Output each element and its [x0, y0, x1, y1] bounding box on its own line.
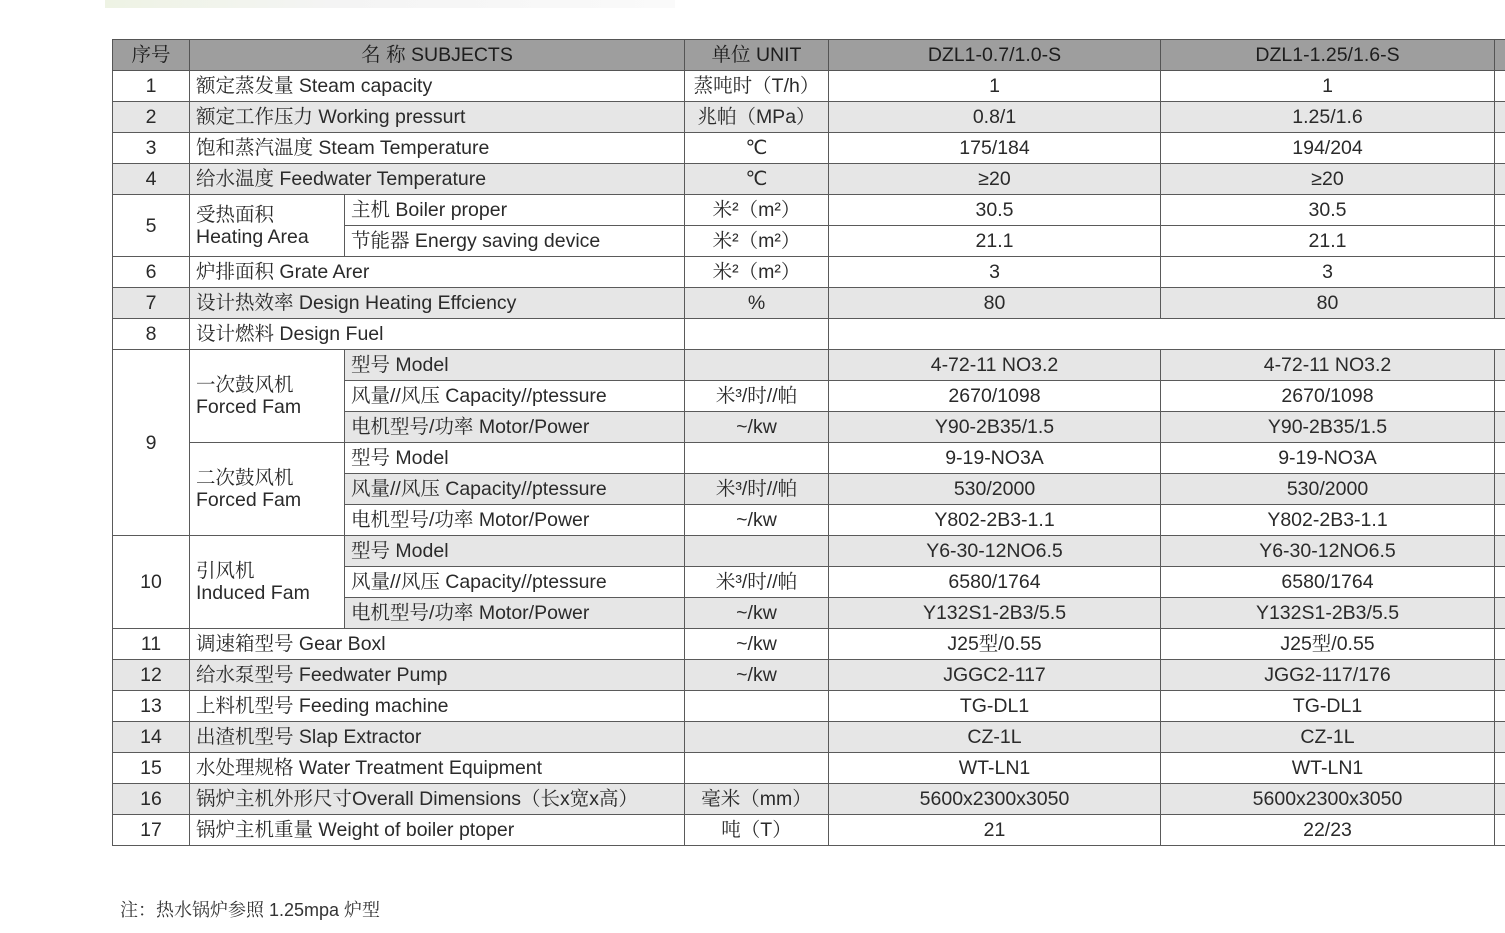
- row-extra: [1495, 257, 1505, 288]
- row-value-b: TG-DL1: [1161, 691, 1495, 722]
- row-no: 1: [113, 71, 190, 102]
- table-row: [113, 195, 1505, 226]
- row-subitem-name: 风量//风压 Capacity//ptessure: [345, 474, 685, 505]
- row-unit: 蒸吨时（T/h）: [685, 71, 829, 102]
- row-extra: [1495, 629, 1505, 660]
- group-label-en: Heating Area: [196, 225, 309, 248]
- table-row: [113, 257, 1505, 288]
- header-model-a: DZL1-0.7/1.0-S: [829, 40, 1161, 71]
- row-extra: [1495, 753, 1505, 784]
- row-subitem-name: 风量//风压 Capacity//ptessure: [345, 381, 685, 412]
- row-value-a: 9-19-NO3A: [829, 443, 1161, 474]
- row-extra: [1495, 567, 1505, 598]
- table-row: [113, 660, 1505, 691]
- row-subitem-name: 主机 Boiler proper: [345, 195, 685, 226]
- row-extra: [1495, 722, 1505, 753]
- row-value-a: 80: [829, 288, 1161, 319]
- top-decorative-band: [105, 0, 675, 8]
- table-row: [113, 133, 1505, 164]
- table-row: [113, 164, 1505, 195]
- row-value-b: Y6-30-12NO6.5: [1161, 536, 1495, 567]
- row-no: 8: [113, 319, 190, 350]
- row-extra: [1495, 195, 1505, 226]
- row-value-merged: [829, 319, 1505, 350]
- header-subjects: 名 称 SUBJECTS: [190, 40, 685, 71]
- row-group-label: [190, 443, 345, 536]
- table-row: [113, 443, 1505, 474]
- row-name: 水处理规格 Water Treatment Equipment: [190, 753, 685, 784]
- row-value-b: 6580/1764: [1161, 567, 1495, 598]
- table-row: [113, 350, 1505, 381]
- row-unit: %: [685, 288, 829, 319]
- row-value-b: 80: [1161, 288, 1495, 319]
- row-unit: [685, 753, 829, 784]
- group-label-cn: 一次鼓风机: [196, 374, 294, 396]
- row-extra: [1495, 815, 1505, 846]
- header-no: 序号: [113, 40, 190, 71]
- table-row: [113, 753, 1505, 784]
- row-name: 额定工作压力 Working pressurt: [190, 102, 685, 133]
- row-subitem-name: 电机型号/功率 Motor/Power: [345, 412, 685, 443]
- header-extra-column: [1495, 40, 1505, 71]
- table-row: [113, 288, 1505, 319]
- row-unit: ~/kw: [685, 505, 829, 536]
- row-name: 炉排面积 Grate Arer: [190, 257, 685, 288]
- row-value-b: 22/23: [1161, 815, 1495, 846]
- row-extra: [1495, 71, 1505, 102]
- row-value-b: 194/204: [1161, 133, 1495, 164]
- row-name: 设计燃料 Design Fuel: [190, 319, 685, 350]
- row-value-a: Y132S1-2B3/5.5: [829, 598, 1161, 629]
- row-value-a: 2670/1098: [829, 381, 1161, 412]
- row-unit: 米³/时//帕: [685, 474, 829, 505]
- table-row: [113, 784, 1505, 815]
- row-unit: 米²（m²）: [685, 226, 829, 257]
- row-no: 4: [113, 164, 190, 195]
- row-extra: [1495, 443, 1505, 474]
- row-unit: ~/kw: [685, 629, 829, 660]
- row-value-a: 21: [829, 815, 1161, 846]
- row-name: 给水泵型号 Feedwater Pump: [190, 660, 685, 691]
- row-unit: ℃: [685, 133, 829, 164]
- table-row: [113, 536, 1505, 567]
- table-row: [113, 319, 1505, 350]
- row-subitem-name: 节能器 Energy saving device: [345, 226, 685, 257]
- row-name: 设计热效率 Design Heating Effciency: [190, 288, 685, 319]
- row-value-b: 1: [1161, 71, 1495, 102]
- row-unit: ~/kw: [685, 598, 829, 629]
- row-value-a: 30.5: [829, 195, 1161, 226]
- row-subitem-name: 型号 Model: [345, 350, 685, 381]
- row-value-a: ≥20: [829, 164, 1161, 195]
- row-value-b: Y132S1-2B3/5.5: [1161, 598, 1495, 629]
- row-name: 给水温度 Feedwater Temperature: [190, 164, 685, 195]
- row-unit: 吨（T）: [685, 815, 829, 846]
- table-row: [113, 722, 1505, 753]
- row-value-a: WT-LN1: [829, 753, 1161, 784]
- row-value-a: 1: [829, 71, 1161, 102]
- row-unit: [685, 722, 829, 753]
- row-no: 5: [113, 195, 190, 257]
- table-row: [113, 102, 1505, 133]
- row-group-label: [190, 195, 345, 257]
- row-value-b: 9-19-NO3A: [1161, 443, 1495, 474]
- row-value-b: 30.5: [1161, 195, 1495, 226]
- row-no: 7: [113, 288, 190, 319]
- row-no: 2: [113, 102, 190, 133]
- row-subitem-name: 风量//风压 Capacity//ptessure: [345, 567, 685, 598]
- group-label-cn: 受热面积: [196, 203, 275, 226]
- row-no: 15: [113, 753, 190, 784]
- row-no: 10: [113, 536, 190, 629]
- row-extra: [1495, 288, 1505, 319]
- row-value-b: Y802-2B3-1.1: [1161, 505, 1495, 536]
- row-extra: [1495, 164, 1505, 195]
- table-row: [113, 691, 1505, 722]
- row-unit: [685, 536, 829, 567]
- header-model-b: DZL1-1.25/1.6-S: [1161, 40, 1495, 71]
- row-value-a: CZ-1L: [829, 722, 1161, 753]
- row-name: 额定蒸发量 Steam capacity: [190, 71, 685, 102]
- group-label-en: Forced Fam: [196, 396, 302, 418]
- row-unit: 兆帕（MPa）: [685, 102, 829, 133]
- row-no: 13: [113, 691, 190, 722]
- row-no: 16: [113, 784, 190, 815]
- row-value-a: 175/184: [829, 133, 1161, 164]
- row-value-a: 530/2000: [829, 474, 1161, 505]
- row-value-b: J25型/0.55: [1161, 629, 1495, 660]
- row-value-b: 530/2000: [1161, 474, 1495, 505]
- row-value-a: J25型/0.55: [829, 629, 1161, 660]
- row-value-b: 4-72-11 NO3.2: [1161, 350, 1495, 381]
- row-unit: 米³/时//帕: [685, 381, 829, 412]
- group-label-cn: 二次鼓风机: [196, 467, 294, 489]
- row-value-a: 4-72-11 NO3.2: [829, 350, 1161, 381]
- row-subitem-name: 型号 Model: [345, 536, 685, 567]
- row-extra: [1495, 412, 1505, 443]
- row-extra: [1495, 350, 1505, 381]
- row-unit: [685, 319, 829, 350]
- row-name: 出渣机型号 Slap Extractor: [190, 722, 685, 753]
- row-no: 12: [113, 660, 190, 691]
- row-value-a: Y802-2B3-1.1: [829, 505, 1161, 536]
- row-value-b: 5600x2300x3050: [1161, 784, 1495, 815]
- row-value-a: Y90-2B35/1.5: [829, 412, 1161, 443]
- table-row: [113, 629, 1505, 660]
- row-extra: [1495, 226, 1505, 257]
- row-value-b: JGG2-117/176: [1161, 660, 1495, 691]
- table-header-row: [113, 40, 1505, 71]
- group-label-en: Induced Fam: [196, 582, 310, 604]
- row-unit: ℃: [685, 164, 829, 195]
- row-value-a: 21.1: [829, 226, 1161, 257]
- row-extra: [1495, 784, 1505, 815]
- row-unit: [685, 443, 829, 474]
- row-value-a: 6580/1764: [829, 567, 1161, 598]
- row-name: 上料机型号 Feeding machine: [190, 691, 685, 722]
- row-name: 锅炉主机重量 Weight of boiler ptoper: [190, 815, 685, 846]
- row-value-b: ≥20: [1161, 164, 1495, 195]
- row-value-a: 3: [829, 257, 1161, 288]
- boiler-spec-table: [112, 39, 1505, 846]
- row-subitem-name: 电机型号/功率 Motor/Power: [345, 505, 685, 536]
- row-unit: [685, 691, 829, 722]
- row-no: 9: [113, 350, 190, 536]
- row-value-a: 0.8/1: [829, 102, 1161, 133]
- row-extra: [1495, 133, 1505, 164]
- row-extra: [1495, 102, 1505, 133]
- row-group-label: [190, 350, 345, 443]
- row-value-b: Y90-2B35/1.5: [1161, 412, 1495, 443]
- table-row: [113, 815, 1505, 846]
- row-no: 14: [113, 722, 190, 753]
- row-name: 锅炉主机外形尺寸Overall Dimensions（长x宽x高）: [190, 784, 685, 815]
- row-name: 调速箱型号 Gear Boxl: [190, 629, 685, 660]
- row-value-a: JGGC2-117: [829, 660, 1161, 691]
- row-value-a: TG-DL1: [829, 691, 1161, 722]
- row-value-b: WT-LN1: [1161, 753, 1495, 784]
- table-row: [113, 71, 1505, 102]
- row-value-b: 3: [1161, 257, 1495, 288]
- row-extra: [1495, 660, 1505, 691]
- row-unit: 米³/时//帕: [685, 567, 829, 598]
- row-extra: [1495, 381, 1505, 412]
- header-unit: 单位 UNIT: [685, 40, 829, 71]
- row-extra: [1495, 505, 1505, 536]
- row-name: 饱和蒸汽温度 Steam Temperature: [190, 133, 685, 164]
- row-value-b: 21.1: [1161, 226, 1495, 257]
- row-value-b: CZ-1L: [1161, 722, 1495, 753]
- row-unit: ~/kw: [685, 660, 829, 691]
- row-unit: 米²（m²）: [685, 257, 829, 288]
- row-unit: [685, 350, 829, 381]
- row-extra: [1495, 536, 1505, 567]
- row-unit: 毫米（mm）: [685, 784, 829, 815]
- row-value-b: 2670/1098: [1161, 381, 1495, 412]
- footnote: 注：热水锅炉参照 1.25mpa 炉型: [120, 900, 381, 920]
- row-no: 11: [113, 629, 190, 660]
- row-extra: [1495, 474, 1505, 505]
- row-value-b: 1.25/1.6: [1161, 102, 1495, 133]
- row-subitem-name: 型号 Model: [345, 443, 685, 474]
- row-no: 17: [113, 815, 190, 846]
- row-subitem-name: 电机型号/功率 Motor/Power: [345, 598, 685, 629]
- row-extra: [1495, 598, 1505, 629]
- row-value-a: Y6-30-12NO6.5: [829, 536, 1161, 567]
- group-label-en: Forced Fam: [196, 489, 302, 511]
- row-unit: ~/kw: [685, 412, 829, 443]
- group-label-cn: 引风机: [196, 560, 255, 582]
- row-value-a: 5600x2300x3050: [829, 784, 1161, 815]
- row-unit: 米²（m²）: [685, 195, 829, 226]
- row-group-label: [190, 536, 345, 629]
- row-no: 3: [113, 133, 190, 164]
- row-extra: [1495, 691, 1505, 722]
- row-no: 6: [113, 257, 190, 288]
